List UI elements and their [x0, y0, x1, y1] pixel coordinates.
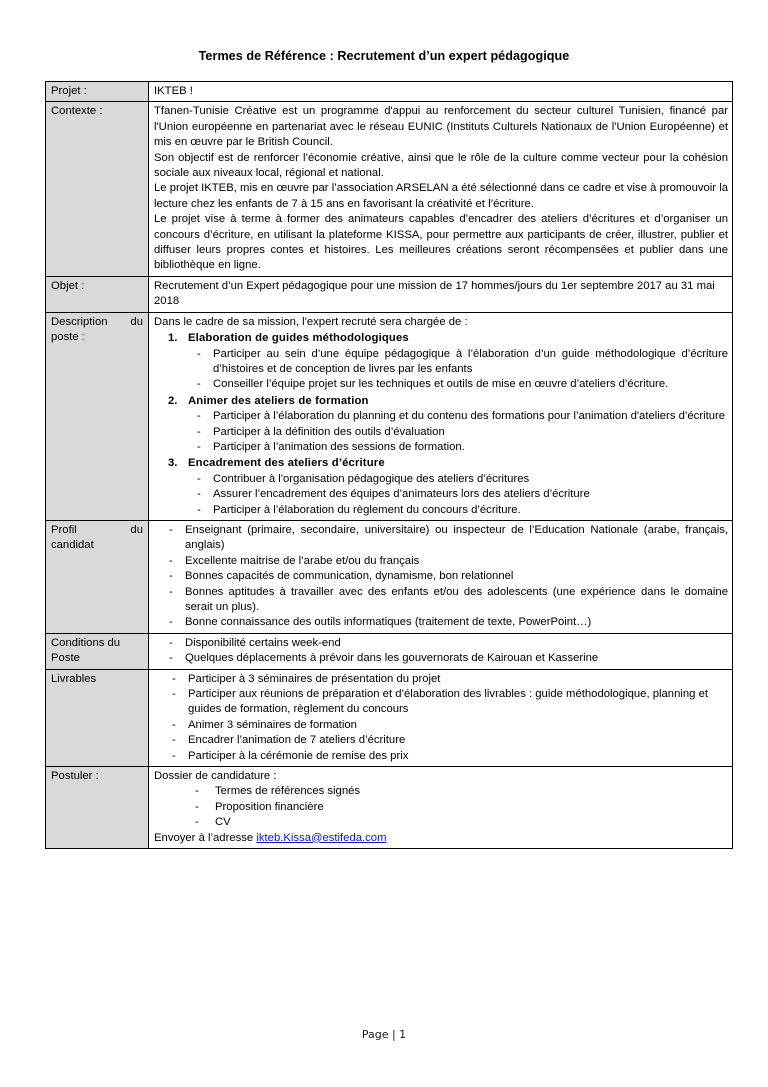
list-item: - Disponibilité certains week-end	[154, 636, 728, 651]
section-heading: Encadrement des ateliers d’écriture	[188, 457, 385, 470]
email-link[interactable]: ikteb.Kissa@estifeda.com	[256, 831, 387, 844]
row-label-contexte	[46, 102, 149, 276]
label-text-line1: Description du	[51, 315, 143, 328]
row-content-livrables	[149, 669, 733, 766]
list-item: - Contribuer à l'organisation pédagogique des ateliers d’écritures	[188, 472, 728, 487]
list-item: - Participer à l’animation des sessions de formation.	[188, 440, 728, 455]
table-row-conditions	[46, 633, 733, 669]
objet-value: Recrutement d’un Expert pédagogique pour une mission de 17 hommes/jours du 1er septembre 2017 au 31 mai 2018	[154, 279, 715, 308]
section-heading: Animer des ateliers de formation	[188, 394, 369, 407]
list-item: - Bonnes capacités de communication, dynamisme, bon relationnel	[154, 569, 728, 584]
row-content-contexte	[149, 102, 733, 276]
row-label-livrables	[46, 669, 149, 766]
description-sections	[154, 331, 728, 518]
section-number: 3.	[168, 457, 178, 470]
row-content-objet	[149, 276, 733, 312]
list-item: - Bonnes aptitudes à travailler avec des enfants et/ou des adolescents (une expérience dans le domaine serait un plus).	[154, 585, 728, 616]
table-row-livrables	[46, 669, 733, 766]
row-content-profil	[149, 520, 733, 633]
row-label-projet	[46, 82, 149, 102]
section-number: 1.	[168, 332, 178, 345]
list-item: - Proposition financière	[154, 800, 728, 815]
label-text-line2: Poste	[51, 652, 80, 665]
contexte-paragraph: Son objectif est de renforcer l’économie créative, ainsi que le rôle de la culture comme vecteur pour la cohésion sociale aux niveaux local, régional et national.	[154, 151, 728, 180]
section-number: 2.	[168, 394, 178, 407]
postuler-items	[154, 784, 728, 830]
row-content-projet	[149, 82, 733, 102]
table-row-contexte	[46, 102, 733, 276]
postuler-intro: Dossier de candidature :	[154, 770, 277, 783]
list-item: - Participer à la définition des outils d’évaluation	[188, 425, 728, 440]
list-item: - Participer à l’élaboration du planning et du contenu des formations pour l’animation d'ateliers d’écriture	[188, 409, 728, 424]
contexte-paragraph: Le projet IKTEB, mis en œuvre par l’association ARSELAN a été sélectionné dans ce cadre et vise à promouvoir la lecture chez les enfants de 7 à 15 ans en favorisant la créativité et l’écriture.	[154, 182, 728, 210]
list-item: - Participer au sein d’une équipe pédagogique à l’élaboration d’un guide méthodologique d’écriture d’histoires et de conception de livres par les enfants	[188, 347, 728, 378]
section-items	[188, 472, 728, 518]
label-text-line1: Conditions du	[51, 636, 121, 649]
page-footer: Page | 1	[361, 1028, 407, 1041]
table-row-objet	[46, 276, 733, 312]
list-item: - Animer 3 séminaires de formation	[154, 718, 728, 733]
contexte-paragraph: Tfanen-Tunisie Créative est un programme d'appui au renforcement du secteur culturel Tunisien, financé par l'Union européenne en partenariat avec le réseau EUNIC (Instituts Culturels Nationaux de l'Union Européenne) et mis en œuvre par le British Council.	[154, 105, 728, 149]
table-row-postuler	[46, 767, 733, 849]
postuler-send-line	[154, 831, 728, 846]
label-text-line2: candidat	[51, 539, 94, 552]
row-label-profil	[46, 520, 149, 633]
description-section	[154, 456, 728, 518]
description-intro: Dans le cadre de sa mission, l'expert recruté sera chargée de :	[154, 315, 468, 328]
section-items	[188, 347, 728, 393]
contexte-paragraph: Le projet vise à terme à former des animateurs capables d’encadrer des ateliers d’écritures et d’organiser un concours d’écriture, en utilisant la plateforme KISSA, pour permettre aux participants de créer, illustrer, publier et diffuser leurs propres contes et histoires. Les meilleures créations seront récompensées et publier dans une bibliothèque en ligne.	[154, 213, 728, 272]
table-row-profil	[46, 520, 733, 633]
list-item: - Bonne connaissance des outils informatiques (traitement de texte, PowerPoint…)	[154, 615, 728, 630]
row-content-postuler	[149, 767, 733, 849]
label-text: Objet :	[51, 279, 85, 292]
list-item: - Participer aux réunions de préparation et d’élaboration des livrables : guide méthodologique, planning et guides de formation, règlement du concours	[154, 687, 728, 718]
row-content-description	[149, 312, 733, 520]
table-row-projet	[46, 82, 733, 102]
list-item: - Assurer l’encadrement des équipes d’animateurs lors des ateliers d’écriture	[188, 487, 728, 502]
conditions-items	[154, 636, 728, 667]
row-content-conditions	[149, 633, 733, 669]
description-section	[154, 331, 728, 393]
table-row-description	[46, 312, 733, 520]
row-label-postuler	[46, 767, 149, 849]
label-text: Projet :	[51, 85, 87, 97]
row-label-description	[46, 312, 149, 520]
livrables-items	[154, 672, 728, 764]
projet-value: IKTEB !	[154, 85, 193, 97]
page-title: Termes de Référence : Recrutement d’un expert pédagogique	[198, 49, 570, 63]
label-text-line1: Profil du	[51, 523, 143, 536]
list-item: - Participer à l’élaboration du règlement du concours d’écriture.	[188, 503, 728, 518]
list-item: - Participer à 3 séminaires de présentation du projet	[154, 672, 728, 687]
list-item: - Termes de références signés	[154, 784, 728, 799]
list-item: - Enseignant (primaire, secondaire, universitaire) ou inspecteur de l’Education Nationale (arabe, français, anglais)	[154, 523, 728, 554]
list-item: - CV	[154, 815, 728, 830]
row-label-conditions	[46, 633, 149, 669]
terms-of-reference-table	[45, 81, 733, 849]
send-prefix-text: Envoyer à l’adresse	[154, 831, 257, 844]
label-text: Contexte :	[51, 105, 103, 118]
section-heading: Elaboration de guides méthodologiques	[188, 332, 409, 345]
section-items	[188, 409, 728, 455]
list-item: - Participer à la cérémonie de remise des prix	[154, 749, 728, 764]
profil-items	[154, 523, 728, 631]
label-text: Postuler :	[51, 770, 99, 783]
label-text: Livrables	[51, 672, 97, 685]
label-text-line2: poste :	[51, 331, 85, 344]
list-item: - Encadrer l’animation de 7 ateliers d’écriture	[154, 733, 728, 748]
list-item: - Conseiller l’équipe projet sur les techniques et outils de mise en œuvre d’ateliers d’écriture.	[188, 377, 728, 392]
description-section	[154, 394, 728, 456]
list-item: - Quelques déplacements à prévoir dans les gouvernorats de Kairouan et Kasserine	[154, 651, 728, 666]
list-item: - Excellente maitrise de l’arabe et/ou du français	[154, 554, 728, 569]
row-label-objet	[46, 276, 149, 312]
